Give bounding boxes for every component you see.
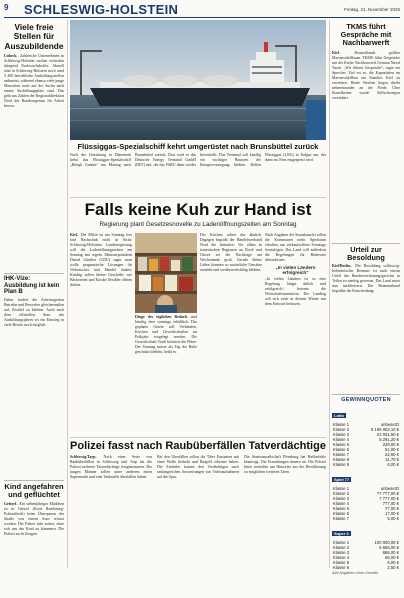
story-text: – Die Milch ist am Sonntag leer und Nachschub nicht in Sicht: Schleswig-Holsteins Landesregierung will die Ladenöffnungszeiten am Sonntag neu regeln. Ministerpräsident Daniel Günther (CDU) sagte, man wolle pragmatische Lösungen für Verbraucher und Handel finden. Künftig sollen kleine Geschäfte wie Bäckereien und Kioske flexibler öffnen dürfen. — [70, 233, 132, 287]
lotto-amount: 77,00 € — [385, 505, 399, 511]
story-text: – Zahlreiche Unternehmen in Schleswig-Holstein suchen weiterhin dringend Nachwuchskräfte. Aktuell sind in Schleswig-Holstein noch rund 3 200 betriebliche Ausbildungsstellen unbesetzt, während ebenso viele junge Menschen noch auf der Suche nach einem Ausbildungsplatz sind. Das geht aus Zahlen der Regionaldirektion Nord der Bundesagentur für Arbeit hervor. — [4, 53, 64, 108]
bottom-story-col1 — [70, 455, 152, 567]
lotto-amount: 7 777,00 € — [379, 495, 399, 501]
lotto-amount: 6,00 € — [387, 461, 399, 467]
lotto-class: Klasse 4 — [333, 554, 350, 560]
lotto-class: Klasse 7 — [333, 451, 350, 457]
story-text: – Deutschlands größter Marineschiffbauer TKMS führt Gespräche mit der Kieler Nachbarwerft German Naval Yards. „Wir führen Gespräche“, sagte ein Sprecher. Ziel sei es, die Kapazitäten im Marineschiffbau am Standort Kiel zu erweitern. Beide Werften liegen direkt nebeneinander an der Förde. Über Einzelheiten wurde Stillschweigen vereinbart. — [332, 50, 400, 100]
dateline: Kiel — [70, 233, 77, 237]
ship-photo — [70, 20, 326, 140]
spiel77-table — [332, 486, 400, 521]
lotto-amount: 77 777,00 € — [376, 490, 399, 496]
dateline: Schleswig/Tarp — [70, 455, 96, 459]
story-text: – Die Besoldung schleswig-holsteinischer Beamter ist nach einem Urteil des Bundesverfassungsgerichts in Teilen zu niedrig gewesen. Das Land muss nun nachbessern. Der Beamtenbund begrüßte die Entscheidung. — [332, 263, 400, 293]
divider — [70, 197, 326, 198]
lotto-class: Klasse 4 — [333, 436, 350, 442]
lotto-table — [332, 422, 400, 467]
lotto-row — [332, 516, 400, 521]
story-text: „In vielen Ländern ist so eine Regelung längst üblich und erfolgreich“, betonte die Wirtschaftsministerin. Der Landtag soll sich noch in diesem Winter mit dem Entwurf befassen. — [265, 277, 326, 306]
lotto-title: GEWINNQUOTEN — [341, 396, 391, 403]
divider — [332, 243, 400, 244]
lotto-class: Klasse 6 — [333, 510, 350, 516]
photo-headline: Flüssiggas-Spezialschiff kehrt umgerüstet nach Brunsbüttel zurück — [77, 142, 319, 151]
lotto-box — [332, 397, 400, 575]
story-text: – Ein siebenjähriger Mädchen ist in Gettorf (Kreis Rendsburg-Eckernförde) beim Überqueren der Straße von einem Auto erfasst worden. Der Fahrer fuhr weiter, ohne sich um das Kind zu kümmern. Die Polizei sucht Zeugen. — [4, 501, 64, 536]
lotto-class: Klasse 5 — [333, 559, 350, 565]
lotto-class: Klasse 2 — [333, 490, 350, 496]
main-story-subhead: „In vielen Ländern erfolgreich“ — [275, 265, 316, 275]
lotto-amount: 11,70 € — [385, 456, 399, 462]
lotto-class: Klasse 8 — [333, 456, 350, 462]
lotto-class: Klasse 3 — [333, 549, 350, 555]
issue-date: Freitag, 21. November 2025 — [343, 7, 400, 12]
lotto-class: Klasse 1 — [333, 485, 350, 491]
lotto-amount: unbesetzt — [380, 485, 399, 491]
main-story-col1 — [70, 233, 132, 433]
lotto-class: Klasse 6 — [333, 564, 350, 570]
story-body-ihk: Daher fordert die Arbeitsagentur Betriebe und Bewerber gleichermaßen auf, flexibel zu bleiben. Auch nach dem offiziellen Start des Ausbildungsjahres sei ein Einstieg in viele Berufe noch möglich. — [4, 298, 64, 327]
divider — [4, 273, 64, 274]
lotto-amount: 777,00 € — [382, 500, 399, 506]
masthead — [4, 3, 400, 18]
main-story-col4 — [265, 233, 326, 433]
main-story-col3: Die Kirchen sehen das ähnlich. Dagegen begrüßt der Handelsverband Nord die Initiative: Vor allem in touristischen Regionen an Nord- und Ostsee sei die Nachfrage am Wochenende groß. Gerade kleine Läden könnten so zusätzliche Umsätze erzielen und wettbewerbsfähig bleiben. — [200, 233, 262, 272]
lotto-row — [332, 565, 400, 570]
bottom-story-col2: Bei den Überfällen sollen die Täter Passanten mit einer Waffe bedroht und Bargeld erbeutet haben. Die Ermittler kamen den Verdächtigen nach umfangreichen Auswertungen von Videoaufnahmen auf die Spur. — [157, 455, 239, 479]
story-headline-ihk: IHK-Vize: Ausbildung ist kein Plan B — [4, 275, 60, 296]
shopping-photo — [135, 233, 197, 313]
lotto-class: Klasse 3 — [333, 495, 350, 501]
lotto-amount: 22,60 € — [385, 451, 399, 457]
lotto-amount: 5,00 € — [387, 515, 399, 521]
super6-table — [332, 540, 400, 570]
story-text: – Nach einer Serie von Raubüberfällen in Schleswig und Tarp hat die Polizei mehrere Tatverdächtige festgenommen. Die jungen Männer sollen unter anderem einen Supermarkt und eine Tankstelle überfallen haben. — [70, 455, 152, 479]
divider — [70, 437, 326, 438]
lotto-amount: 6,00 € — [387, 559, 399, 565]
page-number: 9 — [4, 3, 9, 12]
store-shelf-illustration — [135, 233, 197, 313]
super6-label: Super 6 — [334, 530, 349, 536]
lotto-note: Alle Angaben ohne Gewähr — [332, 570, 379, 575]
lotto-class: Klasse 7 — [333, 515, 350, 521]
lotto-amount: 2,50 € — [387, 564, 399, 570]
lotto-amount: 51,00 € — [385, 446, 399, 452]
story-headline-kind: Kind angefahren und geflüchtet — [4, 482, 64, 500]
photo-caption-body: Nach der Umrüstung in Dänemark kehrt das Flüssiggas-Spezialschiff „Höegh Gannet“ am Montag nach Brunsbüttel zurück. Dort wird es das Deutsche Energy Terminal GmbH (DET) mit, die das FSRU dann wieder bereitstellt. Das Terminal soll künftig ein wichtiger Baustein der Energieversorgung bleiben. Helfen Flüssiggas (LNG) in Erdgas um, der dann ins Netz eingespeist wird. — [70, 153, 326, 167]
lotto-class: Klasse 1 — [333, 539, 350, 545]
story-body-kind — [4, 502, 64, 598]
story-headline-stellen: Viele freie Stellen für Auszubildende — [4, 22, 64, 51]
bottom-story-col3: Die Staatsanwaltschaft Flensburg hat Haftbefehle beantragt. Die Ermittlungen dauern an. Die Polizei bittet weiterhin um Hinweise aus der Bevölkerung zu möglichen weiteren Taten. — [244, 455, 326, 474]
main-story-col2 — [135, 315, 197, 433]
left-column — [4, 20, 64, 568]
divider — [4, 480, 64, 481]
story-body-tkms — [332, 51, 400, 241]
photo-caption: Dinge des täglichen Bedarfs — [135, 315, 188, 319]
lotto-class: Klasse 4 — [333, 500, 350, 506]
lotto-amount: 66,00 € — [385, 554, 399, 560]
dateline: Gettorf — [4, 501, 17, 506]
lotto-amount: 100 000,00 € — [374, 539, 399, 545]
dateline: Kiel/Berlin — [332, 263, 351, 268]
lotto-class: Klasse 2 — [333, 544, 350, 550]
right-column — [332, 20, 400, 575]
story-body-stellen — [4, 54, 64, 271]
bottom-story-headline: Polizei fasst nach Raubüberfällen Tatverdächtige — [70, 440, 326, 452]
spiel77-label: Spiel 77 — [334, 476, 350, 482]
story-text: sind künftig eher sonntags erhältlich. Das geplante Gesetz soll Verbänden, Kirchen und Gewerkschaften im Frühjahr vorgelegt werden. Die Gewerkschaft Verdi kritisiert die Pläne: Der Sonntag müsse als Tag der Ruhe geschützt bleiben, heißt es. — [135, 315, 197, 354]
lotto-amount: 5 291,20 € — [379, 436, 399, 442]
lotto-row — [332, 462, 400, 467]
story-headline-besoldung: Urteil zur Besoldung — [347, 244, 385, 262]
lotto-class: Klasse 1 — [333, 421, 350, 427]
lotto-class: Klasse 5 — [333, 441, 350, 447]
lotto-amount: 6 666,00 € — [379, 544, 399, 550]
divider — [332, 394, 400, 395]
story-text: Nach Angaben der Staatskanzlei sollen die Kommunen mehr Spielraum erhalten, um verkaufsoffene Sonntage festzulegen. Das Land will außerdem die Regelungen für Bäderorte überarbeiten. — [265, 233, 326, 262]
lotto-class: Klasse 9 — [333, 461, 350, 467]
column-rule — [67, 20, 68, 568]
lotto-amount: 666,00 € — [382, 549, 399, 555]
lotto-class: Klasse 3 — [333, 431, 350, 437]
dateline: Kiel — [332, 50, 339, 55]
lotto-label: Lotto — [334, 412, 344, 418]
lotto-amount: 22 931,50 € — [376, 431, 399, 437]
lotto-amount: 9 196 902,10 € — [371, 426, 399, 432]
dateline: Lübeck — [4, 53, 17, 58]
section-title: SCHLESWIG-HOLSTEIN — [24, 2, 179, 17]
main-headline: Falls keine Kuh zur Hand ist — [84, 200, 312, 219]
lotto-class: Klasse 2 — [333, 426, 350, 432]
main-subheadline: Regierung plant Gesetzesnovelle zu Ladenöffnungszeiten am Sonntag — [99, 221, 297, 228]
story-body-besoldung — [332, 264, 400, 392]
ship-illustration — [70, 20, 326, 140]
lotto-class: Klasse 5 — [333, 505, 350, 511]
lotto-amount: 17,00 € — [385, 510, 399, 516]
column-rule — [329, 20, 330, 568]
lotto-class: Klasse 6 — [333, 446, 350, 452]
lotto-amount: unbesetzt — [380, 421, 399, 427]
lotto-amount: 228,00 € — [382, 441, 399, 447]
story-headline-tkms: TKMS führt Gespräche mit Nachbarwerft — [340, 22, 392, 48]
